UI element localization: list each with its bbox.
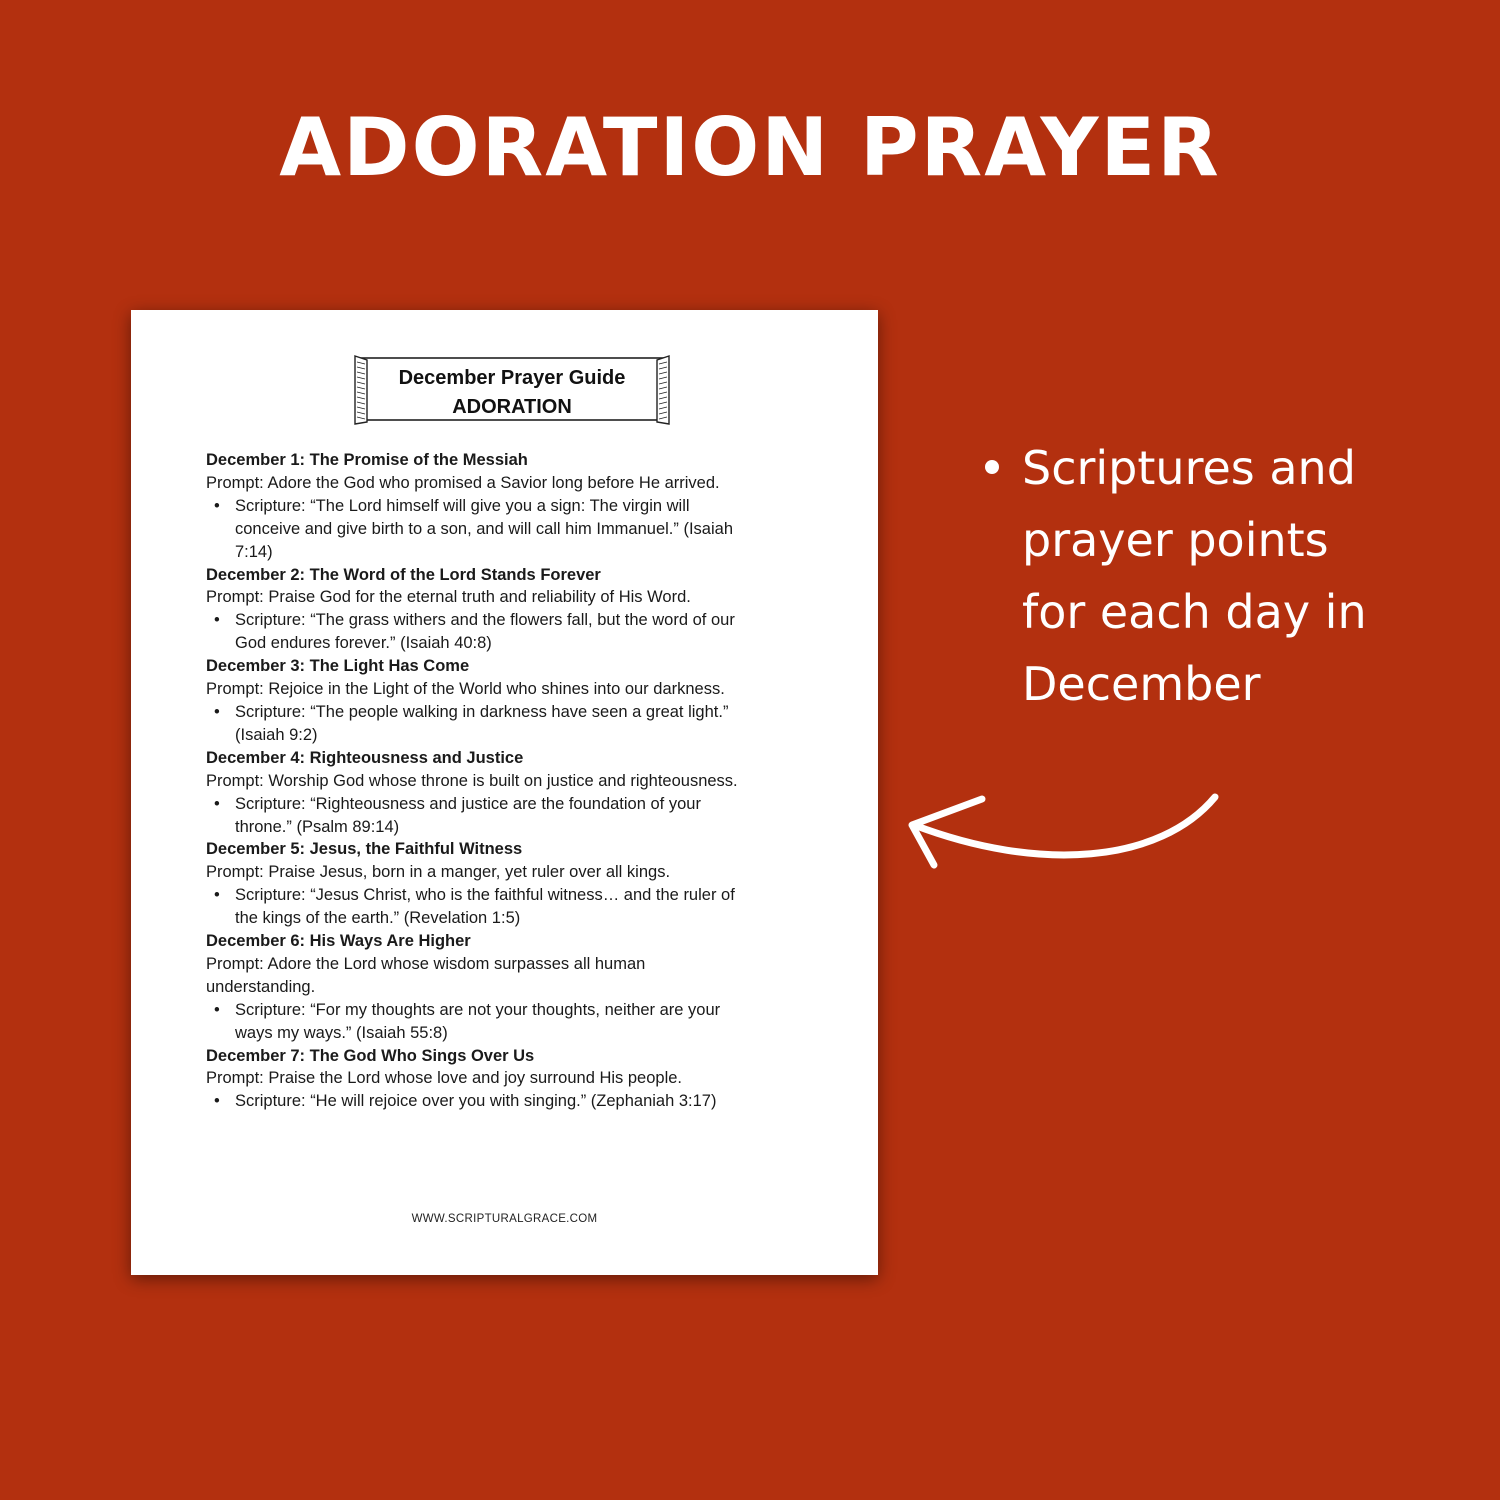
scripture-line: throne.” (Psalm 89:14) xyxy=(235,817,400,836)
bullet-icon: • xyxy=(214,794,220,813)
scripture-line: God endures forever.” (Isaiah 40:8) xyxy=(235,634,492,653)
bullet-icon: • xyxy=(214,886,220,905)
scripture-line: Scripture: “The people walking in darkness have seen a great light.” xyxy=(235,702,729,721)
scripture-line: Scripture: “He will rejoice over you with singing.” (Zephaniah 3:17) xyxy=(235,1092,717,1111)
day-entry-4 xyxy=(206,747,806,839)
scripture-line: 7:14) xyxy=(235,542,273,561)
day-heading: December 5: Jesus, the Faithful Witness xyxy=(206,840,523,859)
curved-arrow-icon xyxy=(900,785,1230,885)
day-prompt: Prompt: Praise God for the eternal truth and reliability of His Word. xyxy=(206,588,691,607)
day-prompt-line: Prompt: Adore the Lord whose wisdom surpasses all human xyxy=(206,954,646,973)
scripture-bullet xyxy=(206,609,806,655)
day-heading: December 6: His Ways Are Higher xyxy=(206,932,471,951)
day-entry-2 xyxy=(206,564,806,656)
scripture-bullet xyxy=(206,701,806,747)
day-prompt: Prompt: Adore the God who promised a Savior long before He arrived. xyxy=(206,473,720,492)
banner-line-2: ADORATION xyxy=(452,396,572,418)
scripture-bullet xyxy=(206,884,806,930)
day-entry-7 xyxy=(206,1045,806,1114)
feature-callout xyxy=(1022,432,1462,720)
scripture-bullet xyxy=(206,793,806,839)
daily-prayer-list xyxy=(206,449,806,1113)
scripture-line: Scripture: “Righteousness and justice are the foundation of your xyxy=(235,794,701,813)
scripture-line: Scripture: “For my thoughts are not your thoughts, neither are your xyxy=(235,1000,721,1019)
day-heading: December 2: The Word of the Lord Stands Forever xyxy=(206,565,601,584)
day-heading: December 1: The Promise of the Messiah xyxy=(206,451,528,469)
bullet-icon: • xyxy=(214,611,220,630)
page-title: ADORATION PRAYER xyxy=(279,101,1221,194)
day-prompt: Prompt: Worship God whose throne is built on justice and righteousness. xyxy=(206,771,738,790)
scripture-line: Scripture: “Jesus Christ, who is the faithful witness… and the ruler of xyxy=(235,886,735,905)
bullet-icon: • xyxy=(214,496,220,515)
day-entry-3 xyxy=(206,655,806,747)
bullet-icon: • xyxy=(214,702,220,721)
day-prompt: Prompt: Praise the Lord whose love and joy surround His people. xyxy=(206,1069,683,1088)
day-entry-1 xyxy=(206,449,806,564)
bullet-icon: • xyxy=(214,1000,220,1019)
scroll-banner xyxy=(351,352,673,428)
website-footer: WWW.SCRIPTURALGRACE.COM xyxy=(411,1213,598,1225)
scripture-bullet xyxy=(206,999,806,1045)
day-heading: December 3: The Light Has Come xyxy=(206,657,470,676)
bullet-icon: • xyxy=(214,1092,220,1111)
banner-line-1: December Prayer Guide xyxy=(398,367,626,389)
scripture-line: conceive and give birth to a son, and will call him Immanuel.” (Isaiah xyxy=(235,519,733,538)
day-prompt: Prompt: Praise Jesus, born in a manger, yet ruler over all kings. xyxy=(206,863,671,882)
scripture-bullet xyxy=(206,1090,806,1113)
scripture-line: Scripture: “The Lord himself will give you a sign: The virgin will xyxy=(235,496,690,515)
scripture-line: the kings of the earth.” (Revelation 1:5) xyxy=(235,909,521,928)
callout-line: Scriptures and xyxy=(1022,441,1356,495)
day-heading: December 7: The God Who Sings Over Us xyxy=(206,1046,535,1065)
callout-line: December xyxy=(1022,657,1261,711)
callout-bullet-icon xyxy=(985,460,999,474)
day-prompt: Prompt: Rejoice in the Light of the World who shines into our darkness. xyxy=(206,680,725,699)
day-entry-6 xyxy=(206,930,806,1045)
scripture-bullet xyxy=(206,495,806,564)
scripture-line: (Isaiah 9:2) xyxy=(235,725,318,744)
callout-line: for each day in xyxy=(1022,585,1367,639)
scripture-line: Scripture: “The grass withers and the flowers fall, but the word of our xyxy=(235,611,735,630)
day-entry-5 xyxy=(206,838,806,930)
scripture-line: ways my ways.” (Isaiah 55:8) xyxy=(235,1023,448,1042)
callout-line: prayer points xyxy=(1022,513,1329,567)
day-prompt-line: understanding. xyxy=(206,977,316,996)
day-heading: December 4: Righteousness and Justice xyxy=(206,748,524,767)
banner-title xyxy=(351,364,673,422)
prayer-guide-sheet xyxy=(131,310,878,1275)
